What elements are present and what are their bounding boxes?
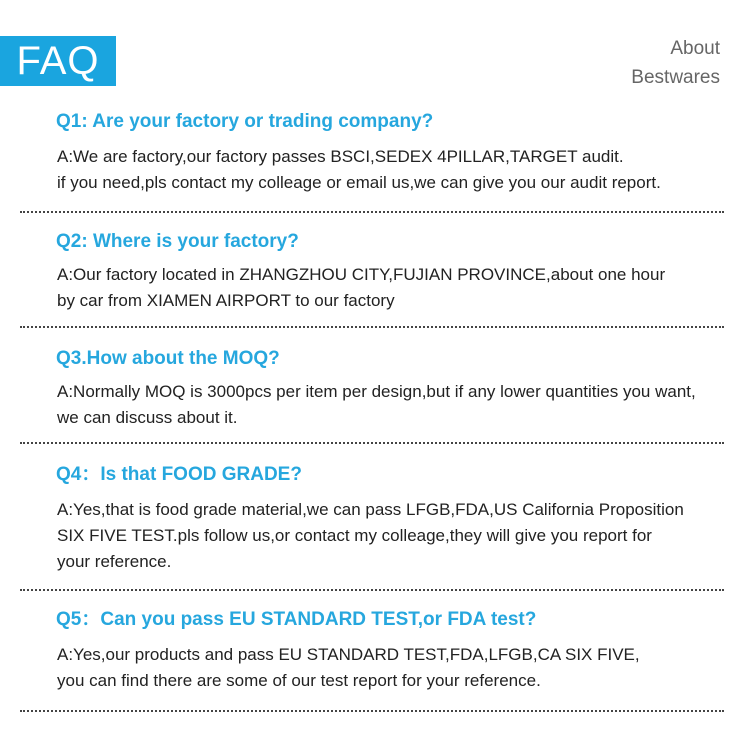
answer-line: you can find there are some of our test report for your reference. <box>57 671 541 690</box>
divider <box>20 589 724 591</box>
question-5: Q5：Can you pass EU STANDARD TEST,or FDA test? <box>56 609 537 630</box>
answer-line: A:Normally MOQ is 3000pcs per item per design,but if any lower quantities you want, <box>57 382 696 401</box>
about-line: About <box>670 38 720 59</box>
question-1: Q1: Are your factory or trading company? <box>56 111 434 132</box>
answer-line: your reference. <box>57 552 172 571</box>
divider <box>20 442 724 444</box>
question-2: Q2: Where is your factory? <box>56 231 299 252</box>
answer-line: SIX FIVE TEST.pls follow us,or contact my colleage,they will give you report for <box>57 526 652 545</box>
divider <box>20 710 724 712</box>
answer-line: A:We are factory,our factory passes BSCI,SEDEX 4PILLAR,TARGET audit. <box>57 147 624 166</box>
answer-1 <box>57 144 661 196</box>
answer-4 <box>57 497 684 575</box>
divider <box>20 211 724 213</box>
answer-line: we can discuss about it. <box>57 408 238 427</box>
answer-line: by car from XIAMEN AIRPORT to our factory <box>57 291 395 310</box>
about-brand <box>631 34 720 92</box>
answer-line: A:Our factory located in ZHANGZHOU CITY,FUJIAN PROVINCE,about one hour <box>57 265 666 284</box>
question-3: Q3.How about the MOQ? <box>56 348 280 369</box>
answer-2 <box>57 262 665 314</box>
answer-line: A:Yes,that is food grade material,we can pass LFGB,FDA,US California Proposition <box>57 500 684 519</box>
faq-badge: FAQ <box>0 36 116 86</box>
answer-line: A:Yes,our products and pass EU STANDARD TEST,FDA,LFGB,CA SIX FIVE, <box>57 645 640 664</box>
brand-name: Bestwares <box>631 67 720 88</box>
question-4: Q4：Is that FOOD GRADE? <box>56 464 302 485</box>
answer-3 <box>57 379 696 431</box>
answer-5 <box>57 642 640 694</box>
divider <box>20 326 724 328</box>
answer-line: if you need,pls contact my colleage or email us,we can give you our audit report. <box>57 173 661 192</box>
